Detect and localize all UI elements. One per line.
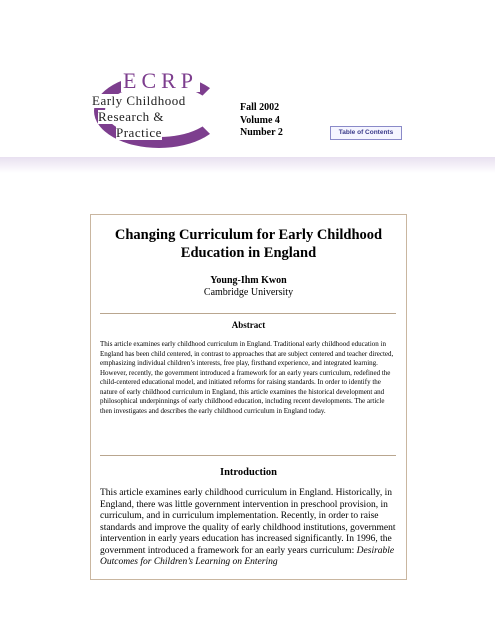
abstract-heading: Abstract [231,320,266,330]
abstract-divider [100,313,396,314]
issue-info [240,102,283,140]
logo-acronym: ECRP [123,68,199,93]
introduction-body: This article examines early childhood curriculum in England. Historically, in England, there was little government intervention in preschool provision, in curriculum, and in curriculum implementation. Recently, in order to raise standards and improve the quality of early childhood institutions, government intervention in early years education has increased significantly. In 1996, the government introduced a framework for an early years curriculum: [100,488,396,556]
issue-number: Number 2 [240,127,283,138]
logo-line-practice: Practice [116,125,162,140]
author-affiliation: Cambridge University [203,287,294,298]
logo-line-research: Research & [98,109,165,124]
issue-volume: Volume 4 [240,114,280,126]
logo-line-early-childhood: Early Childhood [92,93,186,108]
header-divider-gradient [0,157,495,173]
issue-season: Fall 2002 [240,102,280,113]
author-name: Young-Ihm Kwon [210,275,287,286]
introduction-heading: Introduction [220,467,277,478]
table-of-contents-button[interactable]: Table of Contents [330,126,402,140]
abstract-text: This article examines early childhood curriculum in England. Traditional early childhood education in England has been child centered, in contrast to approaches that are subject centered and teacher directed, emphasizing individual children’s interests, free play, firsthand experience, and integrated learning. However, recently, the government introduced a framework for an early years curriculum, redefined the child-centered educational model, and initiated reforms for raising standards. In order to identify the nature of early childhood curriculum in England, this article examines the historical development and philosophical underpinnings of early childhood education, including recent developments. The article then investigates and describes the early childhood curriculum in England today. [100,340,394,415]
introduction-text [100,488,400,569]
intro-divider [100,455,396,456]
ecrp-logo[interactable] [88,70,238,150]
article-title: Changing Curriculum for Early Childhood Education in England [114,227,383,261]
introduction-italic-title: Desirable Outcomes for Children’s Learning on Entering [100,545,395,567]
